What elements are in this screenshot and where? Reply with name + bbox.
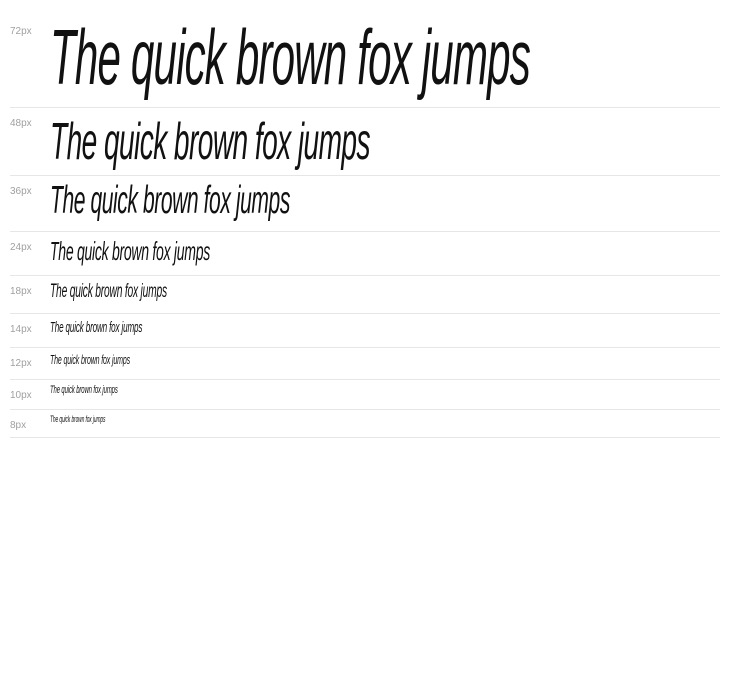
size-label: 10px bbox=[10, 390, 32, 401]
sample-text: The quick brown fox jumps bbox=[50, 319, 143, 336]
sample-text: The quick brown fox jumps bbox=[50, 13, 530, 101]
size-row-8 bbox=[10, 410, 720, 438]
size-label: 72px bbox=[10, 26, 32, 37]
size-row-36 bbox=[10, 176, 720, 232]
size-label: 12px bbox=[10, 358, 32, 369]
size-row-72 bbox=[10, 0, 720, 108]
size-row-18 bbox=[10, 276, 720, 314]
size-label: 8px bbox=[10, 420, 27, 431]
sample-text: The quick brown fox jumps bbox=[50, 236, 210, 266]
size-label: 48px bbox=[10, 118, 32, 129]
sample-text: The quick brown fox jumps bbox=[50, 414, 106, 424]
sample-text: The quick brown fox jumps bbox=[50, 179, 290, 222]
size-label: 36px bbox=[10, 186, 32, 197]
size-label: 18px bbox=[10, 286, 32, 297]
sample-text: The quick brown fox jumps bbox=[50, 113, 370, 171]
sample-text: The quick brown fox jumps bbox=[50, 281, 167, 302]
sample-text: The quick brown fox jumps bbox=[50, 384, 118, 396]
size-row-10 bbox=[10, 380, 720, 410]
size-row-14 bbox=[10, 314, 720, 348]
size-label: 14px bbox=[10, 324, 32, 335]
size-label: 24px bbox=[10, 242, 32, 253]
sample-text: The quick brown fox jumps bbox=[50, 352, 130, 367]
size-row-12 bbox=[10, 348, 720, 380]
size-row-24 bbox=[10, 232, 720, 276]
size-row-48 bbox=[10, 108, 720, 176]
font-size-waterfall bbox=[10, 0, 720, 438]
